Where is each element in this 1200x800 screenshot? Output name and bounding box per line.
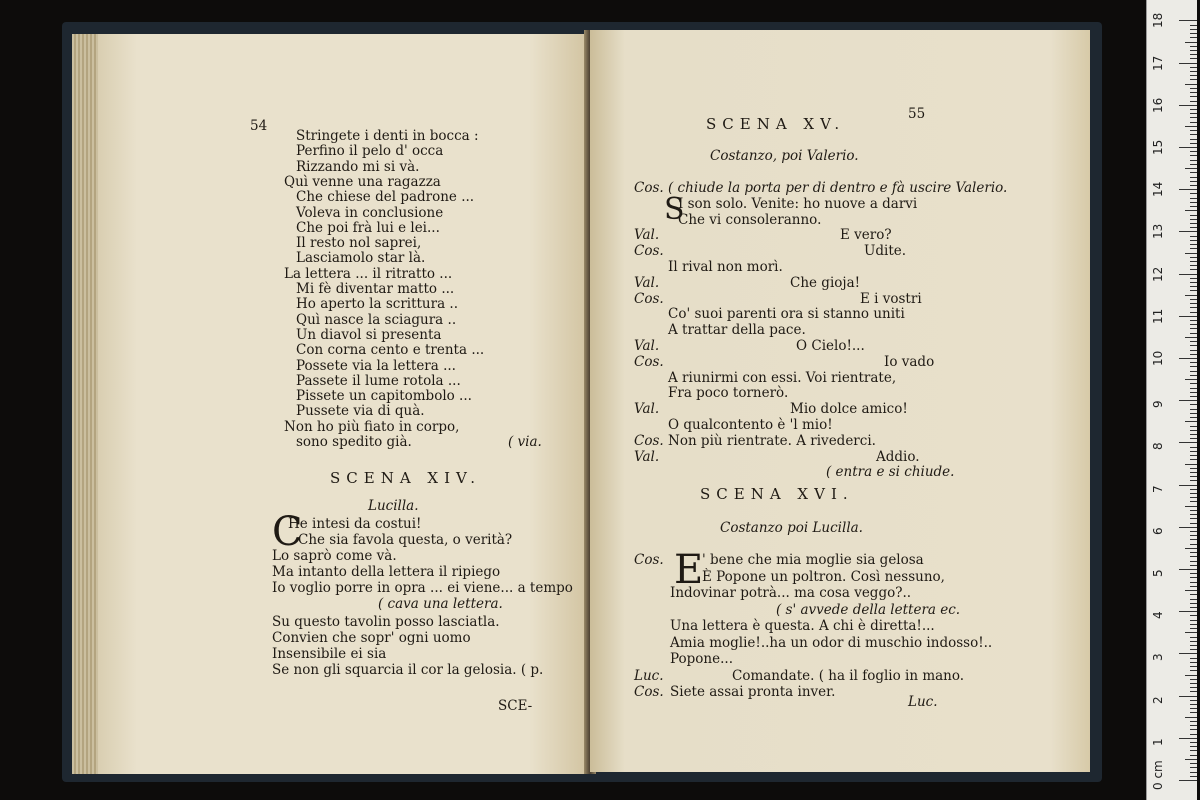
ruler-tick [1190,649,1197,650]
ruler-tick [1190,25,1197,26]
dialogue-line: Indovinar potrà... ma cosa veggo?.. [670,585,912,601]
speaker-label: Cos. [634,180,664,196]
speaker-label: Val. [634,274,660,291]
ruler-tick [1190,312,1197,313]
speaker-label: Val. [634,401,660,418]
ruler-tick [1190,350,1197,351]
ruler-number: 7 [1151,484,1165,493]
ruler-tick [1190,248,1197,249]
ruler-tick [1179,105,1197,106]
ruler-tick [1190,324,1197,325]
ruler-tick [1185,464,1197,465]
ruler-tick [1190,223,1197,224]
ruler-tick [1190,96,1197,97]
ruler-tick [1190,679,1197,680]
dialogue-line: Popone... [670,651,733,667]
ruler-tick [1190,371,1197,372]
ruler-tick [1190,193,1197,194]
ruler-number: 8 [1151,442,1165,451]
ruler-tick [1190,236,1197,237]
ruler-tick [1190,143,1197,144]
ruler-tick [1190,160,1197,161]
ruler-tick [1190,620,1197,621]
ruler-tick [1185,506,1197,507]
ruler-tick [1190,396,1197,397]
ruler-tick [1190,54,1197,55]
dialogue-line: Udite. [864,243,907,260]
ruler-tick [1190,240,1197,241]
ruler-tick [1190,202,1197,203]
ruler-tick [1190,624,1197,625]
scene-title-2: SCENA XVI. [700,485,854,503]
ruler-tick [1190,645,1197,646]
catchword: SCE- [498,698,533,714]
ruler-tick [1190,599,1197,600]
speaker-label: Cos. [634,684,664,700]
ruler-tick [1190,307,1197,308]
ruler-tick [1190,451,1197,452]
page-number: 54 [250,118,268,134]
speaker-label: Cos. [634,243,664,260]
ruler-tick [1190,303,1197,304]
ruler-tick [1190,438,1197,439]
ruler-tick [1179,780,1197,781]
dialogue-line: ( s' avvede della lettera ec. [776,601,961,618]
ruler-tick [1190,257,1197,258]
ruler-tick [1179,400,1197,401]
dialogue-line: A riunirmi con essi. Voi rientrate, [668,369,897,386]
dialogue-line: Addio. [876,448,920,465]
page-number: 55 [908,106,926,122]
ruler-tick [1190,122,1197,123]
ruler-tick [1190,523,1197,524]
ruler-tick [1190,708,1197,709]
ruler-tick [1179,274,1197,275]
ruler-number: 18 [1151,13,1165,29]
ruler-tick [1179,485,1197,486]
ruler-tick [1190,493,1197,494]
verse-line: Con corna cento e trenta ... [296,342,485,359]
ruler-tick [1190,341,1197,342]
ruler-tick [1190,181,1197,182]
scene-characters: Costanzo, poi Valerio. [710,148,859,164]
ruler-tick [1190,700,1197,701]
speaker-label: Cos. [634,552,664,568]
ruler-tick [1190,130,1197,131]
drop-cap-2: E [674,547,704,593]
ruler-tick [1185,84,1197,85]
ruler-tick [1190,658,1197,659]
ruler-tick [1190,725,1197,726]
ruler-tick [1190,501,1197,502]
dialogue-line: ( chiude la porta per di dentro e fà uscire Valerio. [668,180,1008,196]
ruler-tick [1190,518,1197,519]
ruler-tick [1190,472,1197,473]
ruler-tick [1190,615,1197,616]
ruler-tick [1179,231,1197,232]
ruler-tick [1185,42,1197,43]
ruler-tick [1190,29,1197,30]
ruler-tick [1190,628,1197,629]
ruler-tick [1190,763,1197,764]
ruler-tick [1190,742,1197,743]
ruler-tick [1190,641,1197,642]
ruler-tick [1179,358,1197,359]
ruler-tick [1190,573,1197,574]
ruler-tick [1179,442,1197,443]
verse-line: sono spedito già. [296,434,412,450]
ruler-number: 17 [1151,55,1165,71]
ruler-tick [1190,750,1197,751]
verse-line: Stringete i denti in bocca : [296,128,479,144]
verse-line: Un diavol si presenta [296,326,442,343]
scene-characters-2: Costanzo poi Lucilla. [720,520,863,536]
ruler-tick [1190,426,1197,427]
text-line: Lo saprò come và. [272,548,397,564]
ruler-tick [1190,594,1197,595]
ruler-tick [1190,388,1197,389]
ruler-tick [1190,198,1197,199]
ruler-tick [1190,185,1197,186]
ruler-tick [1190,455,1197,456]
ruler-tick [1179,63,1197,64]
speaker-label: Val. [634,338,660,354]
verse-line: Quì venne una ragazza [284,173,441,190]
ruler-unit: 0 cm [1151,760,1165,790]
ruler-tick [1190,721,1197,722]
ruler-number: 3 [1151,653,1165,662]
drop-cap: C [272,509,303,555]
ruler-tick [1185,337,1197,338]
ruler-number: 1 [1151,738,1165,746]
ruler-tick [1190,434,1197,435]
ruler-tick [1190,75,1197,76]
left-page [98,34,588,774]
ruler-tick [1185,675,1197,676]
ruler-tick [1190,430,1197,431]
ruler-tick [1185,548,1197,549]
ruler-tick [1190,261,1197,262]
ruler-tick [1190,375,1197,376]
ruler-tick [1185,759,1197,760]
speaker-label: Luc. [634,667,664,684]
dialogue-line: Fra poco tornerò. [668,385,789,402]
right-page [590,30,1090,772]
ruler-tick [1190,683,1197,684]
ruler-tick [1190,746,1197,747]
verse-line: Pissete un capitombolo ... [296,388,472,405]
speaker-label: Cos. [634,353,664,370]
ruler-tick [1190,712,1197,713]
verse-line: Perfino il pelo d' occa [296,143,444,160]
ruler-tick [1190,278,1197,279]
verse-line: Quì nasce la sciagura .. [296,311,457,328]
ruler-tick [1190,489,1197,490]
ruler-tick [1190,320,1197,321]
scene-title: SCENA XV. [706,115,846,133]
ruler-tick [1190,755,1197,756]
ruler-number: 11 [1151,308,1165,324]
ruler-tick [1190,366,1197,367]
verse-line: La lettera ... il ritratto ... [284,265,453,282]
ruler-tick [1190,88,1197,89]
ruler-tick [1185,717,1197,718]
stage-direction: ( via. [508,434,542,450]
ruler-tick [1190,46,1197,47]
ruler-tick [1179,189,1197,190]
ruler-number: 4 [1151,611,1165,620]
ruler-tick [1190,556,1197,557]
dialogue-line: Co' suoi parenti ora si stanno uniti [668,306,905,323]
dialogue-line: Il rival non morì. [668,259,783,275]
ruler-tick [1185,295,1197,296]
speaker-label: Val. [634,448,660,465]
ruler-tick [1190,92,1197,93]
ruler-tick [1190,392,1197,393]
dialogue-line: Che gioja! [790,274,861,291]
verse-line: Pussete via di quà. [296,403,425,420]
dialogue-line: O qualcontento è 'l mio! [668,417,833,433]
ruler-tick [1190,101,1197,102]
ruler-tick [1190,691,1197,692]
ruler-tick [1190,404,1197,405]
ruler-tick [1190,155,1197,156]
ruler-tick [1190,729,1197,730]
speaker-label: Val. [634,227,660,244]
ruler-tick [1190,480,1197,481]
dialogue-line: Io vado [884,353,935,370]
dialogue-line: ' bene che mia moglie sia gelosa [702,552,924,568]
drop-cap: S [664,192,685,227]
verse-line: Possete via la lettera ... [296,357,456,374]
dialogue-line: Amia moglie!..ha un odor di muschio indosso!.. [670,634,993,651]
ruler-tick [1190,117,1197,118]
ruler-tick [1190,637,1197,638]
measuring-ruler [1146,0,1197,800]
ruler-tick [1190,215,1197,216]
dialogue-line: È Popone un poltron. Così nessuno, [702,568,945,585]
ruler-tick [1190,776,1197,777]
ruler-tick [1190,476,1197,477]
ruler-number: 14 [1151,181,1165,198]
dialogue-line: Che vi consoleranno. [678,211,822,228]
verse-line: Che poi frà lui e lei... [296,219,440,236]
text-line: Io voglio porre in opra ... ei viene... a tempo [272,580,573,596]
ruler-tick [1190,687,1197,688]
speaker-label: Cos. [634,290,664,307]
text-line: He intesi da costui! [288,516,422,532]
ruler-tick [1190,603,1197,604]
ruler-tick [1185,210,1197,211]
ruler-tick [1190,79,1197,80]
ruler-tick [1190,299,1197,300]
ruler-tick [1190,177,1197,178]
ruler-tick [1190,552,1197,553]
ruler-tick [1190,67,1197,68]
speaker-label: Cos. [634,432,664,449]
ruler-tick [1190,468,1197,469]
verse-line: Rizzando mi si và. [296,158,420,175]
ruler-tick [1179,569,1197,570]
ruler-tick [1190,58,1197,59]
dialogue-line: A trattar della pace. [668,322,806,339]
ruler-tick [1190,328,1197,329]
ruler-tick [1190,282,1197,283]
ruler-tick [1179,147,1197,148]
scene-character: Lucilla. [368,498,419,514]
verse-line: Non ho più fiato in corpo, [284,418,460,435]
ruler-tick [1190,586,1197,587]
ruler-tick [1190,734,1197,735]
verse-line: Che chiese del padrone ... [296,189,475,206]
verse-line: Mi fè diventar matto ... [296,281,455,297]
ruler-tick [1190,447,1197,448]
ruler-tick [1185,421,1197,422]
ruler-tick [1190,33,1197,34]
verse-line: Passete il lume rotola ... [296,372,461,389]
verse-line: Ho aperto la scrittura .. [296,296,459,313]
ruler-number: 15 [1151,139,1165,155]
ruler-tick [1190,113,1197,114]
catchword: Luc. [908,694,938,710]
ruler-tick [1190,269,1197,270]
ruler-tick [1190,333,1197,334]
ruler-tick [1190,37,1197,38]
ruler-tick [1185,168,1197,169]
ruler-tick [1179,696,1197,697]
ruler-tick [1190,704,1197,705]
ruler-tick [1190,265,1197,266]
ruler-tick [1190,670,1197,671]
ruler-tick [1190,497,1197,498]
ruler-tick [1190,50,1197,51]
ruler-tick [1190,544,1197,545]
ruler-tick [1190,139,1197,140]
text-line: Ma intanto della lettera il ripiego [272,564,501,580]
ruler-tick [1190,666,1197,667]
ruler-tick [1190,772,1197,773]
dialogue-line: Comandate. ( ha il foglio in mano. [732,667,965,684]
text-line: Convien che sopr' ogni uomo [272,630,471,646]
ruler-tick [1185,126,1197,127]
ruler-tick [1190,607,1197,608]
ruler-tick [1179,20,1197,21]
ruler-number: 6 [1151,527,1165,535]
ruler-tick [1179,527,1197,528]
dialogue-line: Siete assai pronta inver. [670,684,836,700]
verse-line: Il resto nol saprei, [296,235,422,252]
ruler-tick [1190,510,1197,511]
ruler-tick [1190,354,1197,355]
dialogue-line: O Cielo!... [796,338,865,354]
scene-title: SCENA XIV. [330,469,482,487]
ruler-tick [1185,632,1197,633]
ruler-tick [1190,409,1197,410]
dialogue-line: I son solo. Venite: ho nuove a darvi [678,195,918,212]
verse-line: Lasciamolo star là. [296,250,426,267]
ruler-tick [1190,134,1197,135]
ruler-tick [1190,109,1197,110]
dialogue-line: E i vostri [860,290,922,307]
ruler-tick [1190,582,1197,583]
dialogue-line: E vero? [840,227,892,244]
ruler-number: 5 [1151,569,1165,577]
dialogue-line: Non più rientrate. A rivederci. [668,432,876,449]
ruler-tick [1190,535,1197,536]
dialogue-line: ( entra e si chiude. [826,464,955,481]
ruler-number: 2 [1151,695,1165,704]
ruler-tick [1190,767,1197,768]
ruler-tick [1190,561,1197,562]
ruler-tick [1190,219,1197,220]
text-line: ( cava una lettera. [378,596,503,612]
dialogue-line: Mio dolce amico! [790,401,908,418]
ruler-number: 9 [1151,400,1165,409]
ruler-tick [1190,206,1197,207]
ruler-tick [1190,362,1197,363]
text-line: Se non gli squarcia il cor la gelosia. ( p. [272,662,544,678]
ruler-number: 16 [1151,97,1165,113]
text-line: Che sia favola questa, o verità? [298,532,513,548]
ruler-tick [1190,531,1197,532]
ruler-tick [1185,253,1197,254]
ruler-tick [1190,539,1197,540]
ruler-number: 12 [1151,266,1165,282]
ruler-tick [1190,459,1197,460]
text-line: Insensibile ei sia [272,646,387,662]
ruler-tick [1185,379,1197,380]
ruler-tick [1179,738,1197,739]
ruler-tick [1190,577,1197,578]
ruler-tick [1179,653,1197,654]
ruler-tick [1179,611,1197,612]
ruler-tick [1190,413,1197,414]
ruler-tick [1190,286,1197,287]
ruler-tick [1190,290,1197,291]
ruler-tick [1190,244,1197,245]
ruler-tick [1190,164,1197,165]
ruler-tick [1190,172,1197,173]
ruler-tick [1190,514,1197,515]
ruler-tick [1190,71,1197,72]
ruler-tick [1190,417,1197,418]
ruler-number: 10 [1151,350,1165,366]
text-line: Su questo tavolin posso lasciatla. [272,614,500,630]
ruler-number: 13 [1151,224,1165,240]
ruler-tick [1190,345,1197,346]
ruler-tick [1190,662,1197,663]
dialogue-line: Una lettera è questa. A chi è diretta!... [670,618,935,634]
ruler-tick [1185,590,1197,591]
ruler-tick [1190,227,1197,228]
ruler-tick [1179,316,1197,317]
ruler-tick [1190,565,1197,566]
ruler-tick [1190,151,1197,152]
verse-line: Voleva in conclusione [296,204,444,221]
ruler-tick [1190,383,1197,384]
